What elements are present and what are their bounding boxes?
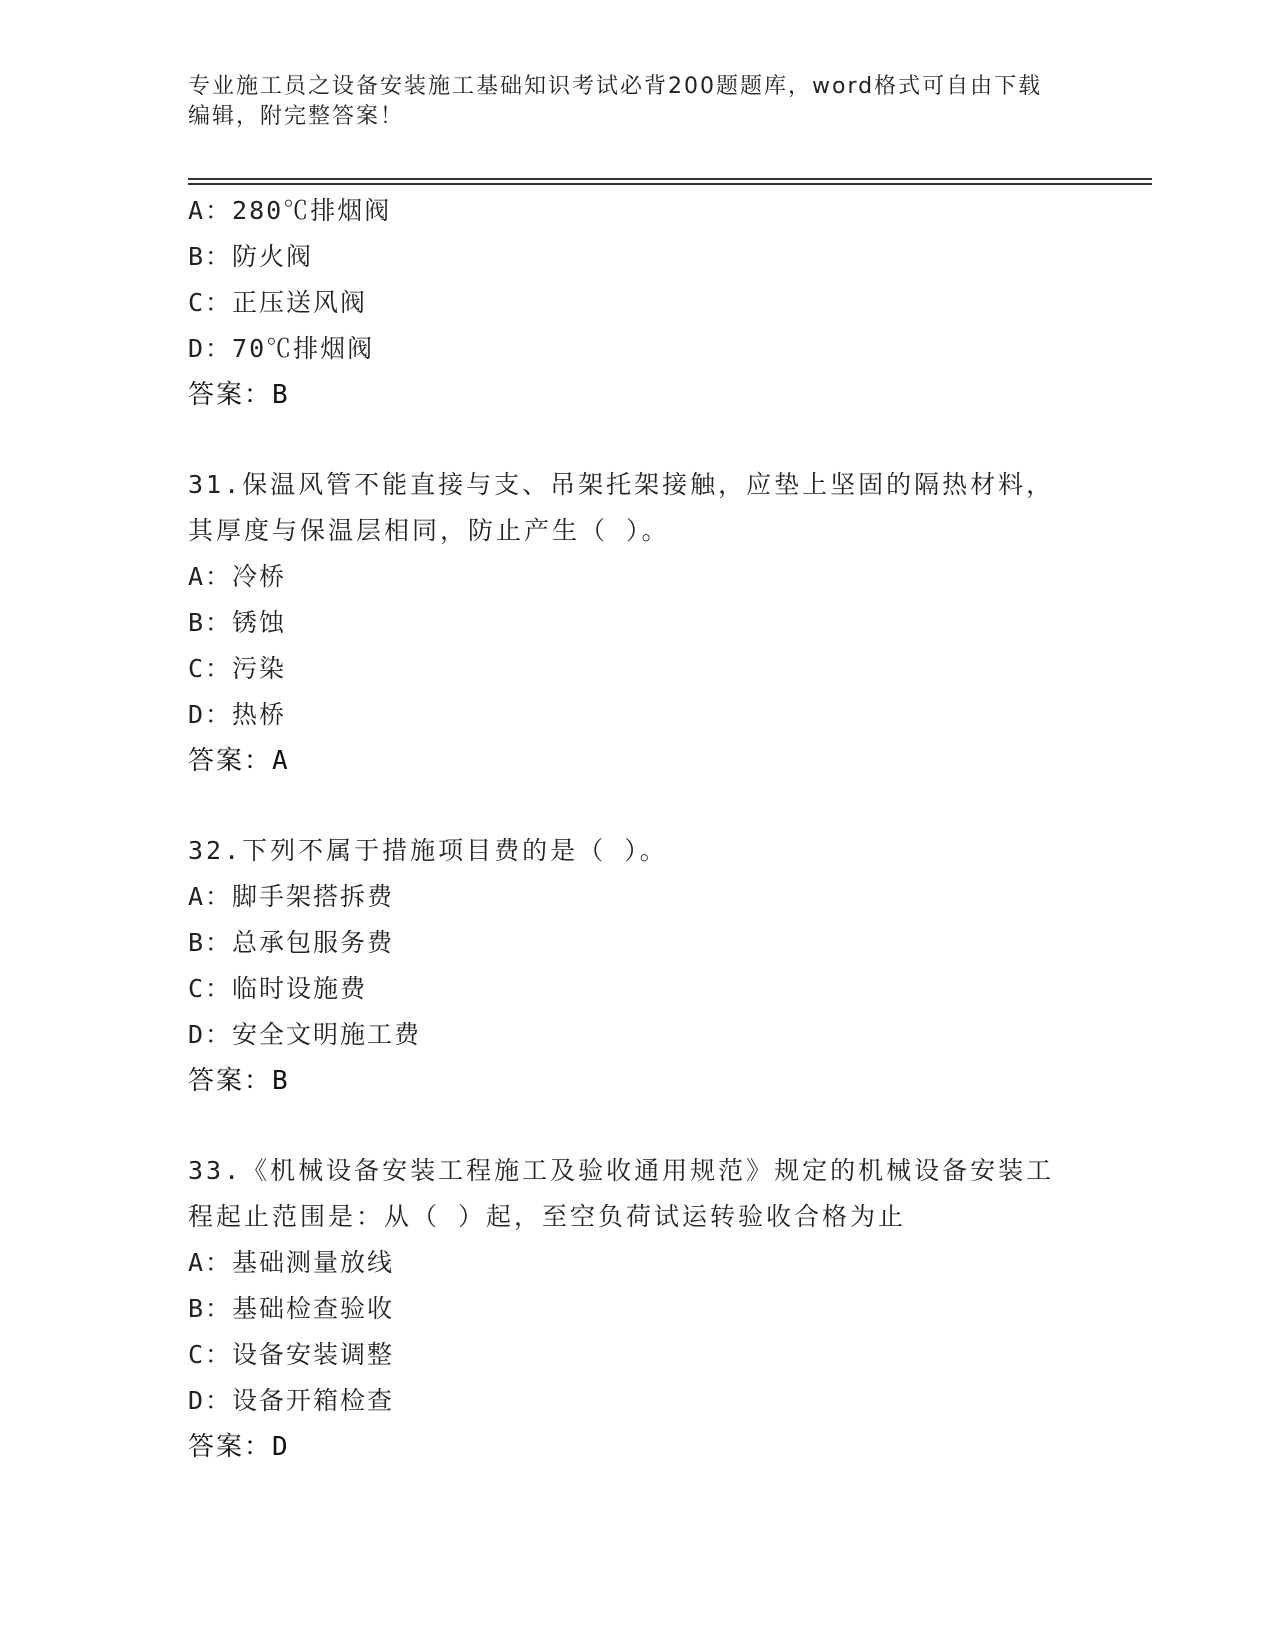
header-title-line2: 编辑，附完整答案！ (188, 104, 405, 129)
option-d: D：安全文明施工费 (188, 1020, 422, 1049)
document-header (188, 72, 1088, 132)
header-divider-bottom (188, 183, 1152, 185)
question-stem-line1: 31.保温风管不能直接与支、吊架托架接触，应垫上坚固的隔热材料， (188, 470, 1055, 499)
answer-label: 答案： (188, 380, 273, 410)
option-a: A：280℃排烟阀 (188, 196, 392, 225)
answer-label: 答案： (188, 1066, 273, 1096)
answer-value: B (272, 1066, 290, 1096)
option-b: B：基础检查验收 (188, 1294, 395, 1323)
option-c: C：污染 (188, 654, 287, 683)
answer-label: 答案： (188, 1432, 273, 1462)
answer-value: A (272, 746, 290, 776)
question-33-block (188, 1148, 1088, 1240)
answer-line (188, 372, 1088, 418)
answer-line (188, 1424, 1088, 1470)
option-a: A：基础测量放线 (188, 1248, 395, 1277)
question-33-options (188, 1240, 1088, 1470)
answer-value: B (272, 380, 290, 410)
answer-value: D (272, 1432, 290, 1462)
option-d: D：热桥 (188, 700, 287, 729)
option-c: C：正压送风阀 (188, 288, 368, 317)
answer-line (188, 738, 1088, 784)
option-b: B：锈蚀 (188, 608, 287, 637)
answer-line (188, 1058, 1088, 1104)
option-c: C：临时设施费 (188, 974, 368, 1003)
option-b: B：总承包服务费 (188, 928, 395, 957)
option-d: D：设备开箱检查 (188, 1386, 395, 1415)
question-stem-line2: 其厚度与保温层相同，防止产生（ ）。 (188, 516, 670, 545)
option-b: B：防火阀 (188, 242, 314, 271)
question-32-options (188, 874, 1088, 1104)
option-a: A：脚手架搭拆费 (188, 882, 395, 911)
header-title-line1: 专业施工员之设备安装施工基础知识考试必背200题题库，word格式可自由下载 (188, 74, 1043, 99)
question-31-options (188, 554, 1088, 784)
question-30-block (188, 188, 1088, 418)
answer-label: 答案： (188, 746, 273, 776)
option-a: A：冷桥 (188, 562, 287, 591)
question-31-block (188, 462, 1088, 554)
question-32-block (188, 828, 1088, 874)
question-stem-line1: 32.下列不属于措施项目费的是（ ）。 (188, 836, 668, 865)
document-body (188, 188, 1088, 1470)
option-d: D：70℃排烟阀 (188, 334, 375, 363)
question-stem-line1: 33.《机械设备安装工程施工及验收通用规范》规定的机械设备安装工 (188, 1156, 1055, 1185)
question-stem-line2: 程起止范围是：从（ ）起，至空负荷试运转验收合格为止 (188, 1202, 907, 1231)
header-divider-top (188, 178, 1152, 180)
option-c: C：设备安装调整 (188, 1340, 395, 1369)
